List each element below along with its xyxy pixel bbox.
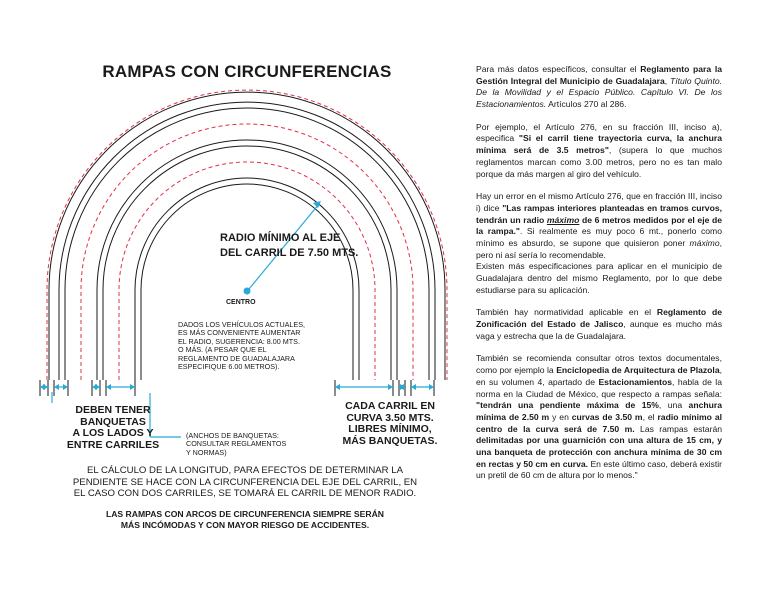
text-span: Título Quinto. De la Movilidad y el Espacio Público. Capítulo VI. De los Estacionamientos. — [476, 75, 723, 110]
lane-width-dimension-head — [335, 384, 340, 390]
center-label: CENTRO — [226, 299, 256, 306]
text-span: curvas de 3.50 m — [571, 411, 643, 422]
sidewalk-dimension-head — [429, 384, 434, 390]
radius-label-line-1: RADIO MÍNIMO AL EJE — [220, 232, 341, 244]
lane-line: LIBRES MÍNIMO, — [348, 423, 432, 436]
paragraph-2 — [476, 122, 722, 180]
text-span: , (supera lo que muchos reglamentos marcan como 3.00 metros, pero no es tan malo porque da más margen al giro del vehículo. — [476, 145, 722, 179]
warning-note — [60, 509, 430, 530]
paragraph-1 — [476, 64, 722, 111]
text-span: de 6 metros medidos por el eje de la rampa." — [476, 214, 723, 237]
lane-width-label — [330, 401, 450, 447]
warning-line: LAS RAMPAS CON ARCOS DE CIRCUNFERENCIA SIEMPRE SERÁN — [105, 509, 385, 519]
sidewalk-dimension-head — [43, 384, 48, 390]
text-span: , una — [658, 400, 689, 411]
text-span: delimitadas por una guarnición con una altura de 15 cm, y una banqueta de protección con anchura mínima de 30 cm en rectas y 50 cm en curva. — [476, 435, 722, 469]
radius-note — [178, 321, 305, 372]
text-span: Reglamento para la Gestión Integral del Municipio de Guadalajara — [476, 64, 722, 86]
note-line: DADOS LOS VEHÍCULOS ACTUALES, — [178, 320, 306, 329]
sidewalk-line: ENTRE CARRILES — [66, 438, 160, 451]
text-span: , en su volumen 4, apartado de — [476, 365, 722, 387]
sidewalk-dimension-head — [411, 384, 416, 390]
sidewalk-dimension-head — [95, 384, 100, 390]
diagram-title: RAMPAS CON CIRCUNFERENCIAS — [102, 62, 392, 81]
note-line: O MÁS. (A PESAR QUE EL — [178, 345, 267, 355]
text-span: radio mínimo al centro de la curva será de 7.50 m. — [476, 411, 722, 434]
text-span: máximo — [546, 214, 580, 225]
text-span: Artículos 270 al 286. — [546, 99, 627, 110]
sidewalk-line: DEBEN TENER — [75, 404, 151, 416]
lane-line: CURVA 3.50 MTS. — [346, 411, 434, 424]
note-line: ES MÁS CONVENIENTE AUMENTAR — [178, 328, 301, 338]
text-span: , aunque es mucho más vaga y estrecha que la de Guadalajara. — [476, 319, 722, 341]
text-span: máximo — [689, 237, 720, 248]
text-span: , el — [642, 411, 658, 422]
sidewalk-note — [186, 432, 286, 457]
note-line: ESPECIFIQUE 6.00 METROS). — [178, 362, 280, 372]
text-span: "Si el carril tiene trayectoria curva, la anchura mínima será de 3.5 metros" — [476, 133, 722, 156]
text-span: Reglamento de Zonificación del Estado de Jalisco — [476, 307, 722, 330]
paragraph-4: Existen más especificaciones para aplicar en el municipio de Guadalajara dentro del mismo Reglamento, por lo que debe estudiarse para su aplicación. — [476, 261, 722, 295]
text-span: También se recomienda consultar otros textos documentales, como por ejemplo la — [476, 353, 722, 376]
sidewalk-label — [58, 405, 168, 451]
text-span: Para más datos específicos, consultar el — [476, 64, 641, 74]
center-point — [244, 288, 251, 295]
paragraph-5 — [476, 307, 722, 342]
lane-width-dimension-head — [388, 384, 393, 390]
calc-line: PENDIENTE SE HACE CON LA CIRCUNFERENCIA DEL EJE DEL CARRIL, EN — [72, 476, 418, 488]
sidewalk-dimension-head — [400, 384, 405, 390]
note-line: REGLAMENTO DE GUADALAJARA — [178, 353, 295, 363]
warning-line: MÁS INCÓMODAS Y CON MAYOR RIESGO DE ACCIDENTES. — [120, 519, 370, 530]
text-span: . Si realmente es muy poco 6 mt., ponerlo como mínimo es absurdo, se supone que quisieron poner — [476, 226, 722, 248]
paragraph-6 — [476, 353, 722, 482]
radius-label-line-2: DEL CARRIL DE 7.50 MTS. — [220, 246, 359, 259]
text-span: Hay un error en el mismo Artículo 276, que en fracción III, inciso i) dice — [476, 191, 722, 213]
sidewalk-dimension-head — [106, 384, 111, 390]
sidewalk-dimension-head — [63, 384, 68, 390]
text-span: anchura mínima de 2.50 m — [476, 400, 722, 422]
sidewalk-dimension-head — [130, 384, 135, 390]
paragraph-3 — [476, 191, 722, 261]
text-span: Estacionamientos — [598, 376, 672, 387]
text-span: En este último caso, deberá existir un pretil de 60 cm de altura por lo menos." — [476, 458, 722, 481]
sidewalk-note-line: Y NORMAS) — [186, 447, 227, 457]
text-span: También hay normatividad aplicable en el — [476, 307, 657, 318]
lane-line: CADA CARRIL EN — [345, 400, 435, 412]
sidewalk-note-line: CONSULTAR REGLAMENTOS — [186, 439, 287, 449]
text-span: Por ejemplo, el Artículo 276, en su fracción III, inciso a), especifica — [476, 121, 722, 144]
text-span: "tendrán una pendiente máxima de 15% — [476, 400, 659, 411]
text-span: Las rampas estarán — [634, 423, 723, 434]
sidewalk-line: BANQUETAS — [80, 415, 146, 428]
text-span: , habla de la norma en la Ciudad de México, que respecto a rampas señala: — [476, 376, 722, 399]
calc-note — [40, 465, 450, 500]
calc-line: EL CÁLCULO DE LA LONGITUD, PARA EFECTOS DE DETERMINAR LA — [87, 465, 403, 476]
text-span: y en — [549, 411, 572, 422]
calc-line: EL CASO CON DOS CARRILES, SE TOMARÁ EL CARRIL DE MENOR RADIO. — [73, 488, 417, 499]
sidewalk-note-line: (ANCHOS DE BANQUETAS: — [186, 431, 279, 440]
sidewalk-dimension-head — [54, 384, 59, 390]
text-span: "Las rampas interiores planteadas en tramos curvos, tendrán un radio — [476, 202, 723, 225]
text-column — [476, 64, 722, 493]
note-line: EL RADIO, SUGERENCIA: 8.00 MTS. — [178, 336, 300, 346]
text-span: , pero ni así sería lo recomendable. — [476, 237, 722, 260]
text-span: Enciclopedia de Arquitectura de Plazola — [556, 365, 720, 376]
radius-label — [220, 231, 358, 261]
lane-line: MÁS BANQUETAS. — [342, 434, 438, 447]
text-span: , — [664, 75, 670, 86]
sidewalk-line: A LOS LADOS Y — [72, 427, 154, 440]
